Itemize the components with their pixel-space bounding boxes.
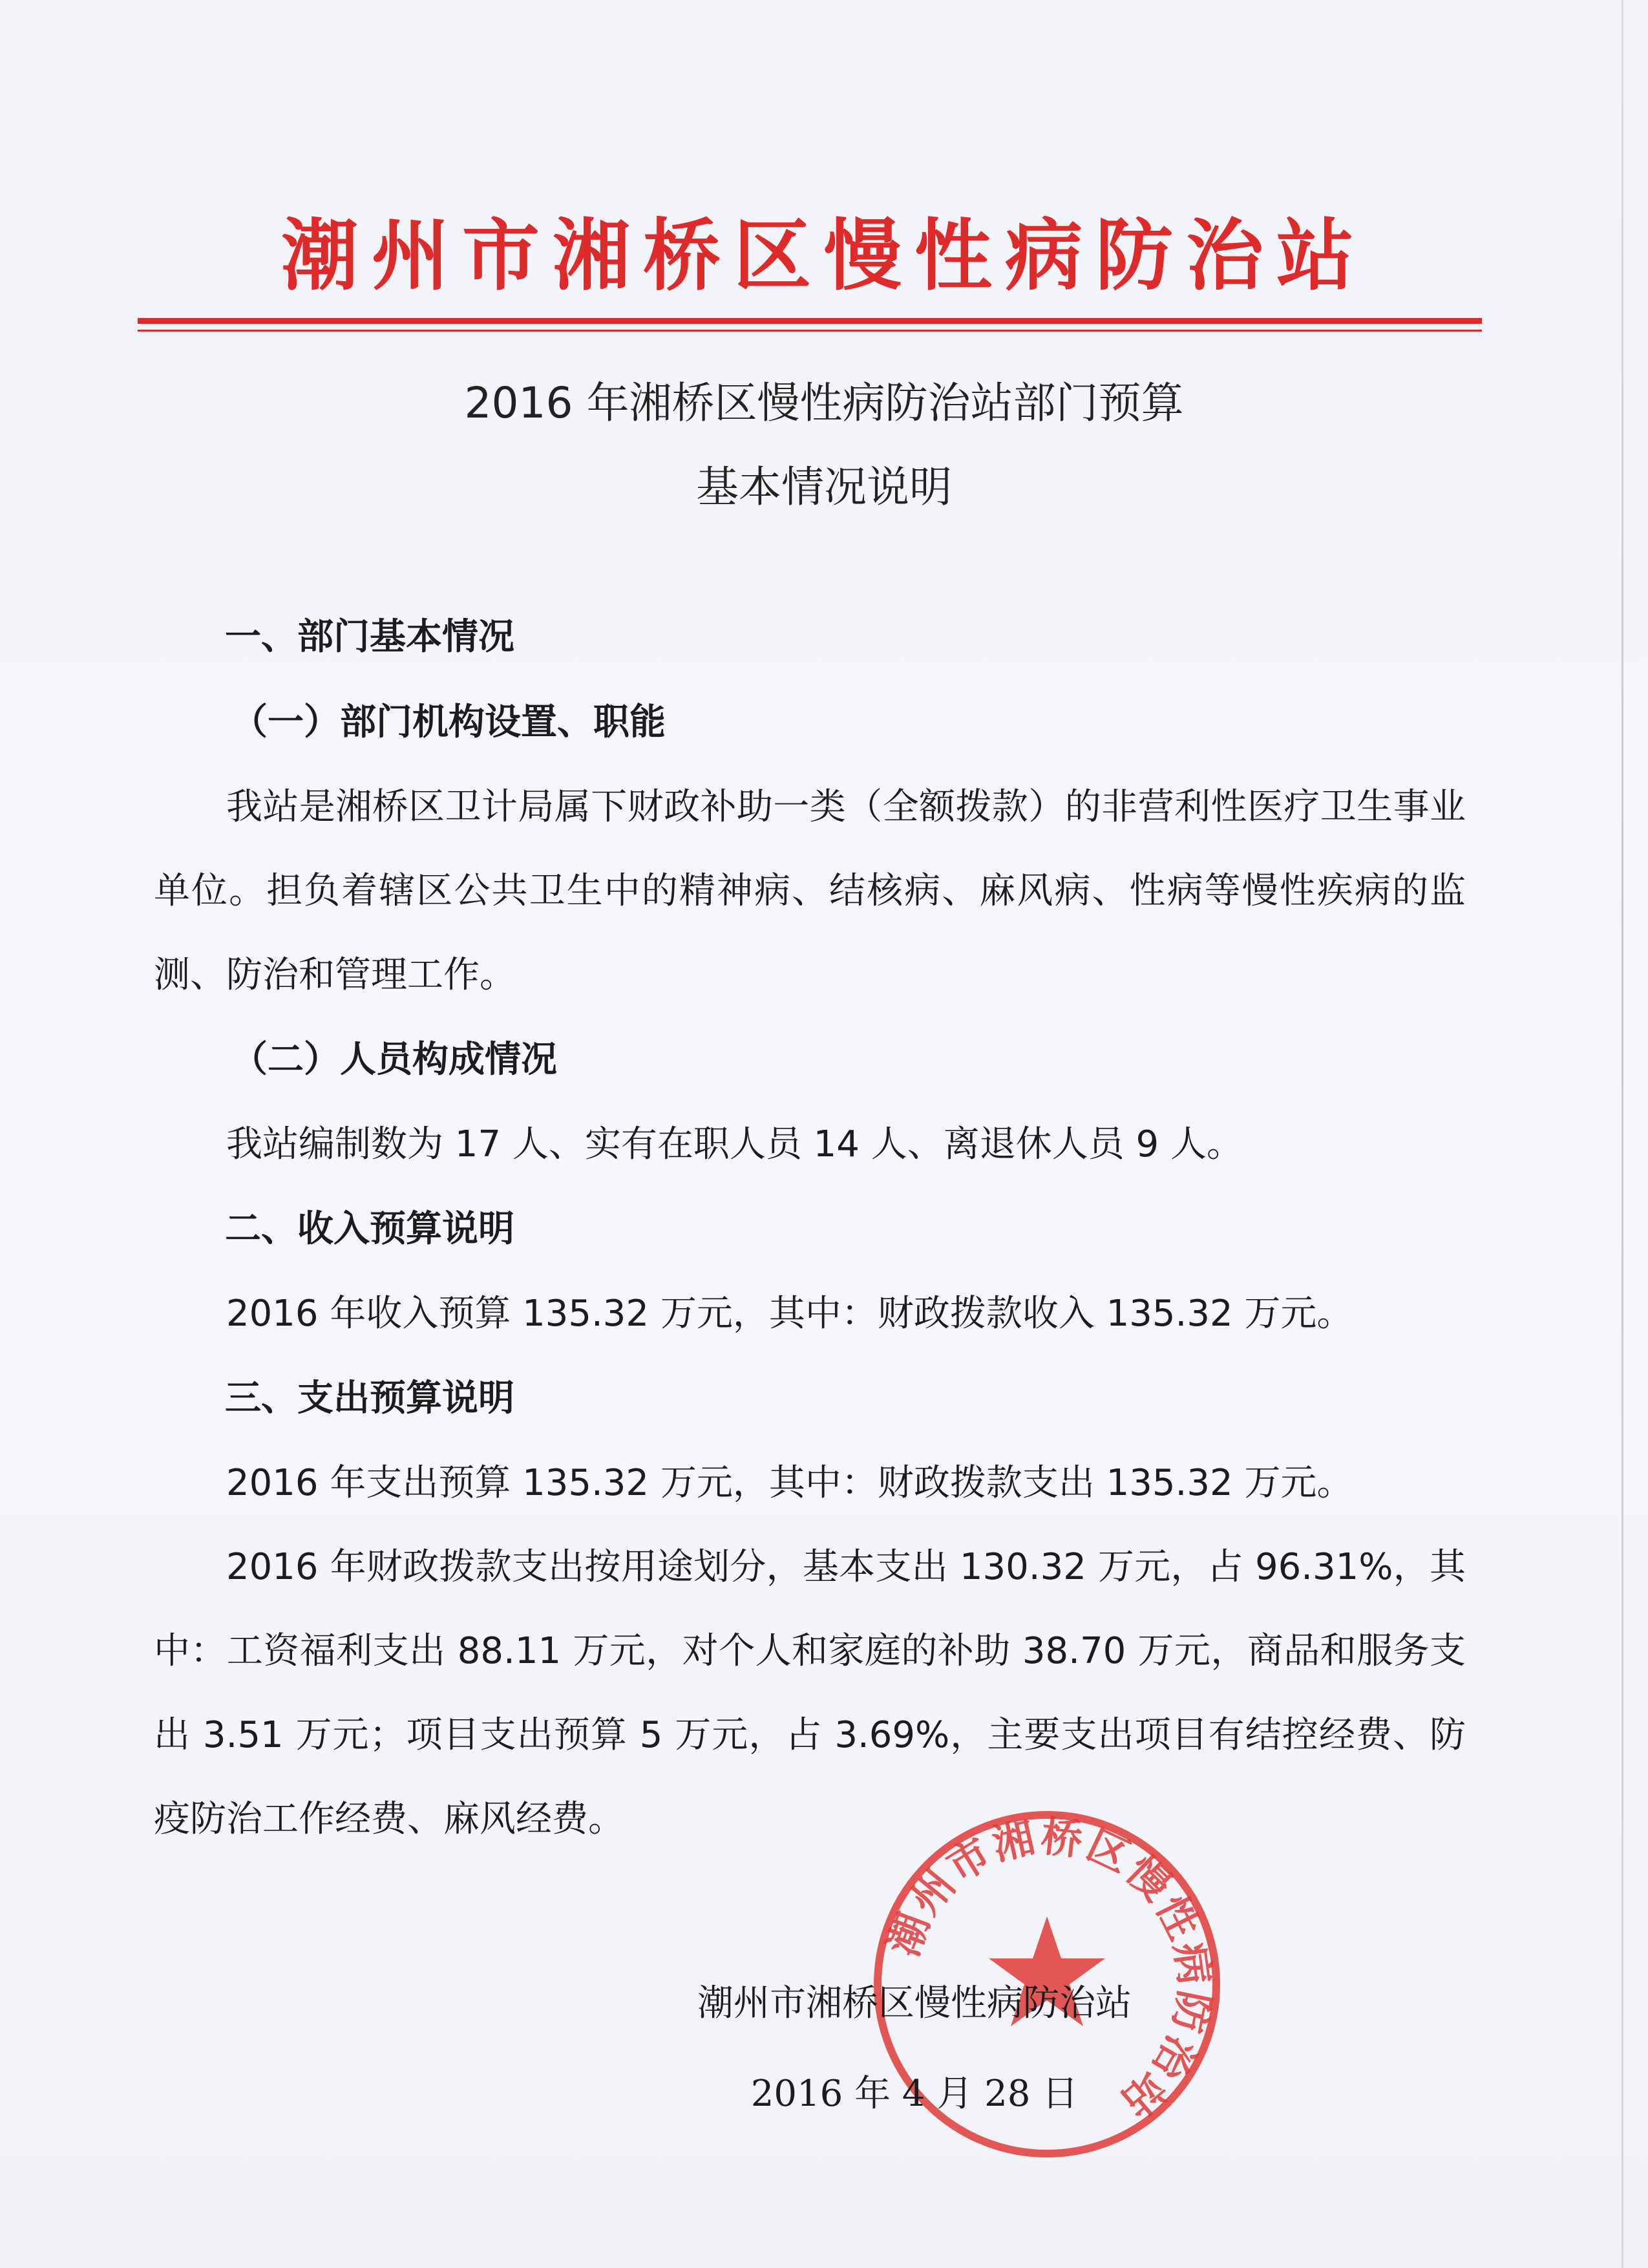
letterhead-rule-thick <box>138 318 1482 324</box>
subsection-heading-organization: （一）部门机构设置、职能 <box>231 701 666 743</box>
document-title-line1: 2016 年湘桥区慢性病防治站部门预算 <box>464 378 1184 428</box>
paragraph-expenditure-total: 2016 年支出预算 135.32 万元，其中：财政拨款支出 135.32 万元。 <box>226 1462 1353 1504</box>
letterhead-org-name: 潮州市湘桥区慢性病防治站 <box>281 210 1367 301</box>
section-heading-expenditure: 三、支出预算说明 <box>225 1377 514 1419</box>
paragraph-organization: 我站是湘桥区卫计局属下财政补助一类（全额拨款）的非营利性医疗卫生事业单位。担负着辖区公共卫生中的精神病、结核病、麻风病、性病等慢性疾病的监测、防治和管理工作。 <box>154 786 1466 996</box>
subsection-heading-staffing: （二）人员构成情况 <box>231 1039 557 1081</box>
letterhead-rule-thin <box>138 330 1482 332</box>
svg-text:潮州市湘桥区慢性病防治站: 潮州市湘桥区慢性病防治站 <box>879 1812 1220 2128</box>
document-body <box>154 614 1466 1861</box>
paragraph-staffing: 我站编制数为 17 人、实有在职人员 14 人、离退休人员 9 人。 <box>226 1123 1243 1165</box>
document-title-line2: 基本情况说明 <box>696 462 952 512</box>
signature-org: 潮州市湘桥区慢性病防治站 <box>697 1982 1132 2024</box>
section-heading-income: 二、收入预算说明 <box>225 1208 514 1250</box>
signature-date: 2016 年 4 月 28 日 <box>750 2073 1079 2115</box>
section-heading-basic-info: 一、部门基本情况 <box>225 616 514 658</box>
paper-edge-shadow <box>1622 0 1623 2268</box>
paragraph-expenditure-breakdown: 2016 年财政拨款支出按用途划分，基本支出 130.32 万元，占 96.31%，其中：工资福利支出 88.11 万元，对个人和家庭的补助 38.70 万元，商品和服务支出 3.51 万元；项目支出预算 5 万元，占 3.69%，主要支出项目有结控经费、防疫防治工作经费、麻风经费。 <box>154 1546 1466 1840</box>
paragraph-income: 2016 年收入预算 135.32 万元，其中：财政拨款收入 135.32 万元。 <box>226 1293 1353 1335</box>
